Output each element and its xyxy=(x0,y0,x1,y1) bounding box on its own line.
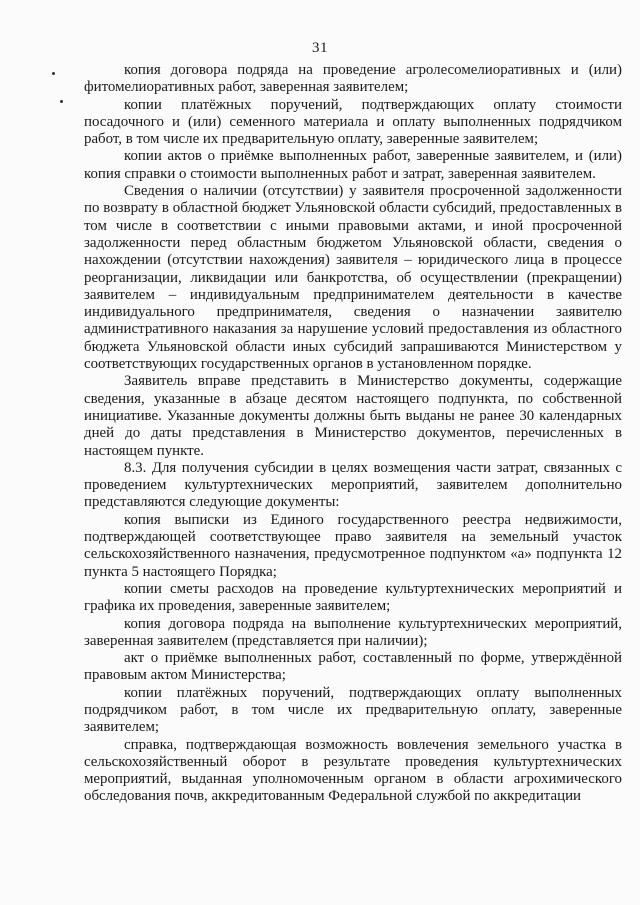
paragraph-acceptance-acts: копии актов о приёмке выполненных работ, заверенные заявителем, и (или) копия справки о стоимости выполненных работ и затрат, заверенная заявителем. xyxy=(84,148,622,182)
page-number: 31 xyxy=(312,40,328,56)
scan-speck xyxy=(60,100,63,103)
paragraph-payment-orders: копии платёжных поручений, подтверждающих оплату стоимости посадочного и (или) семенного материала и оплату выполненных подрядчиком работ, в том числе их предварительную оплату, заверенные заявителем; xyxy=(84,96,622,148)
paragraph-land-certificate: справка, подтверждающая возможность вовлечения земельного участка в сельскохозяйственный оборот в результате проведения культуртехнических мероприятий, выданная уполномоченным органом в области агрохимического обследования почв, аккредитованным Федеральной службой по аккредитации xyxy=(84,736,622,805)
document-body xyxy=(84,62,622,806)
paragraph-8-3-heading: 8.3. Для получения субсидии в целях возмещения части затрат, связанных с проведением культуртехнических мероприятий, заявителем дополнительно представляются следующие документы: xyxy=(84,459,622,511)
paragraph-farm-contract: копия договора подряда на проведение агролесомелиоративных и (или) фитомелиоративных работ, заверенная заявителем; xyxy=(84,62,622,96)
scan-speck xyxy=(52,72,55,75)
paragraph-contractor-payments: копии платёжных поручений, подтверждающих оплату выполненных подрядчиком работ, в том числе их предварительную оплату, заверенные заявителем; xyxy=(84,684,622,736)
paragraph-cost-estimate: копии сметы расходов на проведение культуртехнических мероприятий и графика их проведения, заверенные заявителем; xyxy=(84,580,622,615)
paragraph-own-initiative: Заявитель вправе представить в Министерство документы, содержащие сведения, указанные в абзаце десятом настоящего подпункта, по собственной инициативе. Указанные документы должны быть выданы не ранее 30 календарных дней до даты представления в Министерство документов, перечисленных в настоящем пункте. xyxy=(84,373,622,459)
paragraph-registry-extract: копия выписки из Единого государственного реестра недвижимости, подтверждающей соответствующее право заявителя на земельный участок сельскохозяйственного назначения, предусмотренное подпунктом «а» подпункта 12 пункта 5 настоящего Порядка; xyxy=(84,511,622,580)
paragraph-contract-copy: копия договора подряда на выполнение культуртехнических мероприятий, заверенная заявителем (представляется при наличии); xyxy=(84,615,622,649)
paragraph-debt-info: Сведения о наличии (отсутствии) у заявителя просроченной задолженности по возврату в областной бюджет Ульяновской области субсидий, предоставленных в том числе в соответствии с иными правовыми актами, и иной просроченной задолженности перед областным бюджетом Ульяновской области, сведения о нахождении (отсутствии нахождения) заявителя – юридического лица в процессе реорганизации, ликвидации или банкротства, об осуществлении (прекращении) заявителем – индивидуальным предпринимателем деятельности в качестве индивидуального предпринимателя, сведения о назначении заявителю административного наказания за нарушение условий предоставления из областного бюджета Ульяновской области иных субсидий запрашиваются Министерством у соответствующих государственных органов в установленном порядке. xyxy=(84,183,622,373)
paragraph-acceptance-act: акт о приёмке выполненных работ, составленный по форме, утверждённой правовым актом Министерства; xyxy=(84,650,622,684)
